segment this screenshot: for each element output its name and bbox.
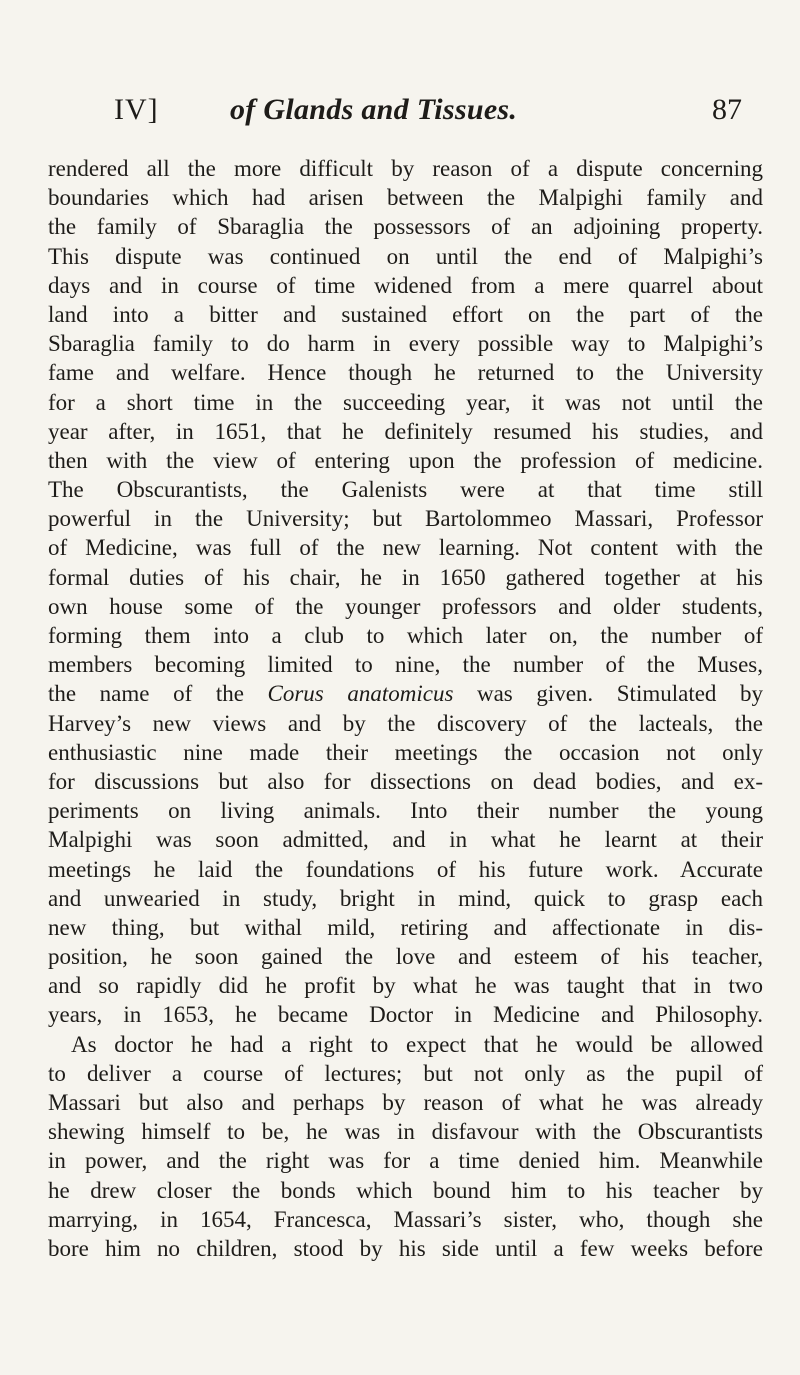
text-line: new thing, but withal mild, retiring and affectionate in dis- <box>48 914 763 940</box>
text-line: years, in 1653, he became Doctor in Medicine and Philosophy. <box>48 1002 763 1028</box>
text-line: This dispute was continued on until the end of Malpighi’s <box>48 243 763 269</box>
italic-term: Corus anatomicus <box>267 681 454 707</box>
text-line: marrying, in 1654, Francesca, Massari’s sister, who, though she <box>48 1206 763 1232</box>
text-line: for discussions but also for dissections on dead bodies, and ex- <box>48 768 763 794</box>
text-line: The Obscurantists, the Galenists were at that time still <box>48 477 763 503</box>
text-line: Sbaraglia family to do harm in every possible way to Malpighi’s <box>48 331 763 357</box>
text-line: position, he soon gained the love and esteem of his teacher, <box>48 944 763 970</box>
text-line: forming them into a club to which later on, the number of <box>48 623 763 648</box>
text-line: bore him no children, stood by his side until a few weeks before <box>48 1235 763 1261</box>
paragraph-start-line: As doctor he had a right to expect that he would be allowed <box>71 1031 763 1057</box>
text-line-with-italic <box>48 679 763 708</box>
text-line: own house some of the younger professors and older students, <box>48 593 763 619</box>
text-line: shewing himself to be, he was in disfavour with the Obscurantists <box>48 1119 763 1145</box>
text-line: of Medicine, was full of the new learning. Not content with the <box>48 535 763 561</box>
running-head <box>114 93 742 135</box>
text-line: boundaries which had arisen between the Malpighi family and <box>48 185 763 211</box>
text-line: and unwearied in study, bright in mind, quick to grasp each <box>48 885 763 911</box>
body-text <box>48 154 763 1263</box>
text-line: he drew closer the bonds which bound him to his teacher by <box>48 1177 763 1203</box>
line-end: was given. Stimulated by <box>476 681 764 707</box>
text-line: Malpighi was soon admitted, and in what he learnt at their <box>48 827 763 853</box>
text-line: Massari but also and perhaps by reason of what he was already <box>48 1090 763 1115</box>
text-line: then with the view of entering upon the profession of medicine. <box>48 447 763 473</box>
text-line: members becoming limited to nine, the number of the Muses, <box>48 652 763 678</box>
text-line: fame and welfare. Hence though he returned to the University <box>48 360 763 386</box>
chapter-number: IV] <box>114 93 159 126</box>
text-line: Harvey’s new views and by the discovery of the lacteals, the <box>48 710 763 736</box>
text-line: year after, in 1651, that he definitely resumed his studies, and <box>48 418 763 444</box>
text-line: enthusiastic nine made their meetings the occasion not only <box>48 739 763 765</box>
text-line: for a short time in the succeeding year, it was not until the <box>48 389 763 415</box>
text-line: periments on living animals. Into their number the young <box>48 798 763 824</box>
text-line: land into a bitter and sustained effort on the part of the <box>48 301 763 327</box>
text-line: and so rapidly did he profit by what he was taught that in two <box>48 973 763 999</box>
text-line: days and in course of time widened from a mere quarrel about <box>48 272 763 298</box>
running-title: of Glands and Tissues. <box>230 93 518 126</box>
line-start: the name of the <box>48 681 244 707</box>
text-line: meetings he laid the foundations of his future work. Accurate <box>48 856 763 882</box>
text-line: formal duties of his chair, he in 1650 gathered together at his <box>48 564 763 590</box>
page-number: 87 <box>712 93 742 126</box>
text-line: the family of Sbaraglia the possessors of an adjoining property. <box>48 214 763 240</box>
text-line: rendered all the more difficult by reason of a dispute concerning <box>48 156 763 181</box>
text-line: in power, and the right was for a time denied him. Meanwhile <box>48 1148 763 1174</box>
text-line: to deliver a course of lectures; but not only as the pupil of <box>48 1060 763 1086</box>
text-line: powerful in the University; but Bartolommeo Massari, Professor <box>48 506 763 532</box>
